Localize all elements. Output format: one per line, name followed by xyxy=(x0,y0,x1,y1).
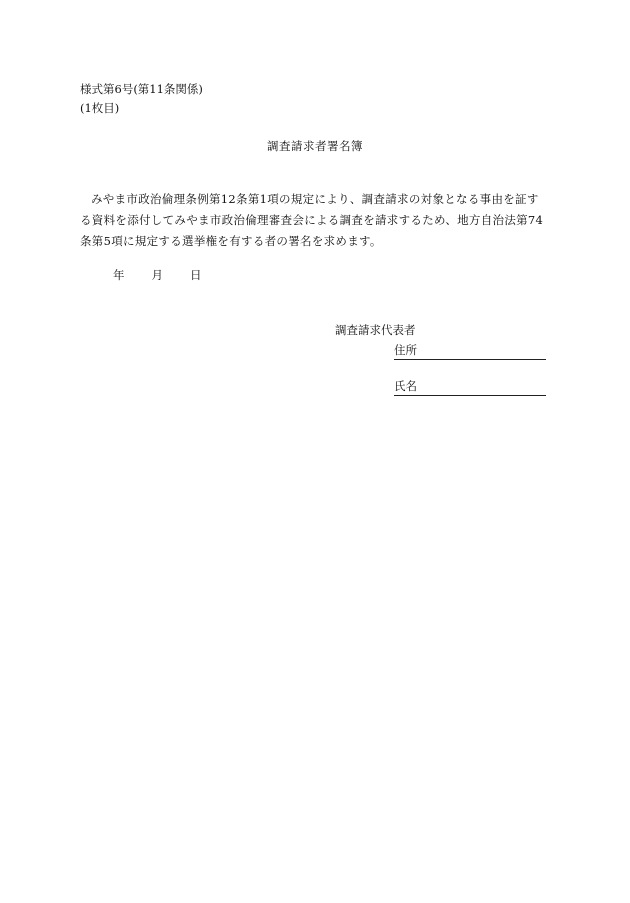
date-month-label: 月 xyxy=(151,268,163,282)
document-title: 調査請求者署名簿 xyxy=(267,139,363,153)
date-line xyxy=(113,267,202,283)
body-paragraph: みやま市政治倫理条例第12条第1項の規定により、調査請求の対象となる事由を証する資料を添付してみやま市政治倫理審査会による調査を請求するため、地方自治法第74条第5項に規定する選挙権を有する者の署名を求めます。 xyxy=(80,192,544,248)
representative-heading: 調査請求代表者 xyxy=(335,323,416,337)
sheet-number-label: (1枚目) xyxy=(80,101,120,115)
name-field[interactable] xyxy=(394,378,546,396)
name-label: 氏名 xyxy=(394,379,417,393)
form-number-label: 様式第6号(第11条関係) xyxy=(80,82,203,96)
address-field[interactable] xyxy=(394,342,546,360)
date-day-label: 日 xyxy=(190,268,202,282)
date-year-label: 年 xyxy=(113,268,125,282)
address-label: 住所 xyxy=(394,343,417,357)
